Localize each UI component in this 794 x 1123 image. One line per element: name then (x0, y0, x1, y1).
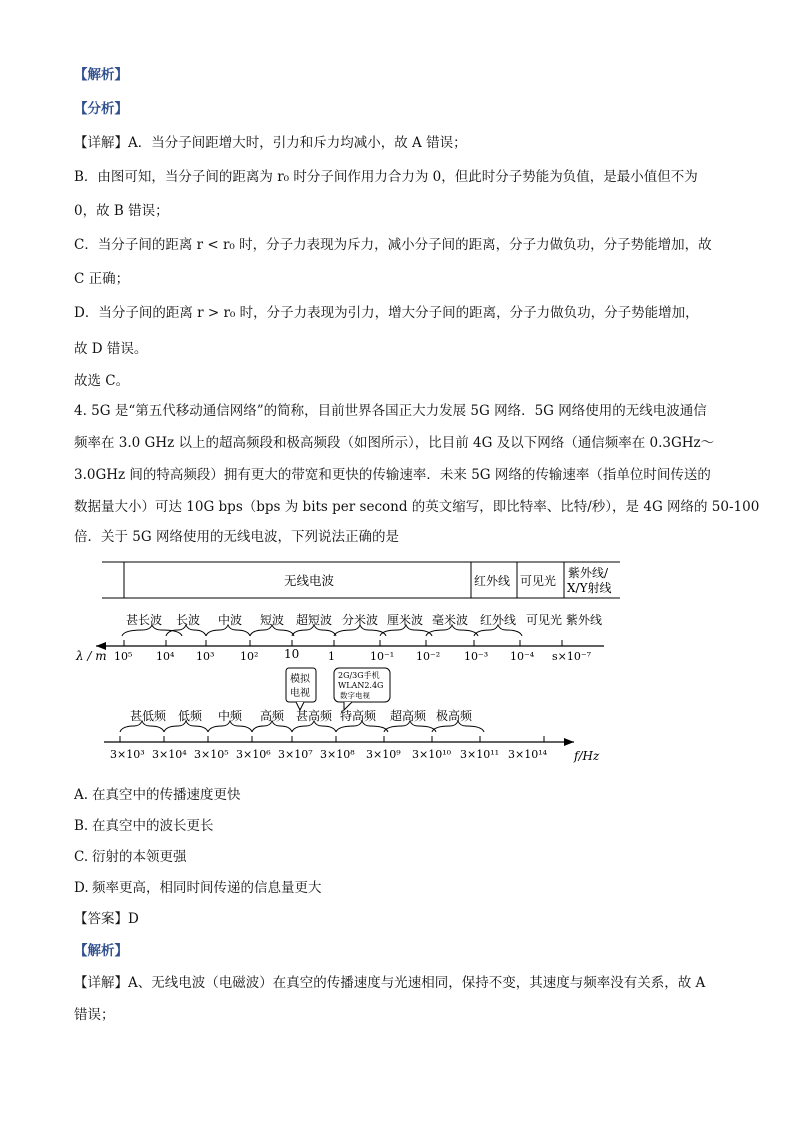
lambda-tick: 10³ (196, 650, 215, 663)
wave-ir: 红外线 (480, 613, 517, 627)
choice-line: 故选 C。 (74, 373, 130, 389)
wave-uv: 紫外线 (566, 613, 603, 627)
lambda-tick: 1 (328, 650, 335, 663)
option-d[interactable]: D. 频率更高，相同时间传递的信息量更大 (74, 880, 322, 896)
svg-text:模拟: 模拟 (290, 674, 310, 685)
freq-mf: 中频 (218, 709, 243, 723)
wave-cm: 厘米波 (387, 613, 424, 627)
freq-vlf: 甚低频 (130, 709, 167, 723)
detail-2-line-1: 【详解】A、无线电波（电磁波）在真空的传播速度与光速相同，保持不变，其速度与频率没有关系，故 A (74, 975, 706, 991)
spectrum-figure (74, 558, 620, 770)
question-line-4: 数据量大小）可达 10G bps（bps 为 bits per second 的英文缩写，即比特率、比特/秒），是 4G 网络的 50-100 (74, 499, 760, 515)
lambda-tick: 10⁻³ (464, 650, 489, 663)
wave-mm: 毫米波 (432, 613, 469, 627)
svg-text:数字电视: 数字电视 (340, 691, 370, 700)
wave-dm: 分米波 (342, 613, 379, 627)
wave-vlw: 甚长波 (126, 613, 163, 627)
wave-mw: 中波 (218, 613, 243, 627)
detail-2-line-2: 错误； (74, 1007, 115, 1023)
freq-tick: 3×10¹⁴ (508, 748, 548, 761)
freq-lf: 低频 (178, 709, 203, 723)
freq-uhf: 特高频 (340, 709, 377, 723)
callout-mobile (334, 668, 390, 710)
question-line-1: 4. 5G 是“第五代移动通信网络”的简称，目前世界各国正大力发展 5G 网络．5G 网络使用的无线电波通信 (74, 403, 707, 419)
lambda-tick: 10 (284, 647, 300, 661)
detail-line-d: D．当分子间的距离 r > r₀ 时，分子力表现为引力，增大分子间的距离，分子力做负功，分子势能增加， (74, 305, 699, 321)
freq-tick: 3×10¹¹ (460, 748, 500, 761)
band-radio: 无线电波 (284, 573, 335, 588)
detail-line-d2: 故 D 错误。 (74, 341, 148, 357)
option-b[interactable]: B. 在真空中的波长更长 (74, 818, 214, 834)
lambda-tick: 10⁻⁴ (510, 650, 535, 663)
freq-hf: 高频 (260, 709, 285, 723)
band-visible: 可见光 (520, 574, 557, 588)
wave-vis: 可见光 (526, 613, 563, 627)
lambda-tick: 10⁵ (114, 650, 133, 663)
option-a[interactable]: A. 在真空中的传播速度更快 (74, 787, 241, 803)
freq-vhf: 甚高频 (296, 709, 333, 723)
freq-tick: 3×10⁷ (278, 748, 313, 761)
lambda-tick: 10⁻¹ (370, 650, 395, 663)
detail-line-b2: 0，故 B 错误； (74, 203, 169, 219)
freq-tick: 3×10⁵ (194, 748, 229, 761)
lambda-tick: 10² (240, 650, 259, 663)
lambda-tick: 10⁻² (416, 650, 441, 663)
question-line-3: 3.0GHz 间的特高频段）拥有更大的带宽和更快的传输速率．未来 5G 网络的传输速率（指单位时间传送的 (74, 467, 711, 483)
lambda-tick: s×10⁻⁷ (552, 650, 592, 663)
wave-usw: 超短波 (296, 613, 333, 627)
svg-text:2G/3G手机: 2G/3G手机 (338, 671, 380, 680)
detail-line-c2: C 正确； (74, 271, 130, 287)
band-xray: X/Y射线 (567, 581, 612, 595)
freq-tick: 3×10⁴ (152, 748, 187, 761)
freq-tick: 3×10⁶ (236, 748, 271, 761)
detail-line-b: B．由图可知，当分子间的距离为 r₀ 时分子间作用力合力为 0，但此时分子势能为负值，是最小值但不为 (74, 169, 698, 185)
band-uv: 紫外线/ (568, 566, 609, 580)
freq-tick: 3×10¹⁰ (412, 748, 452, 761)
band-infrared: 红外线 (474, 574, 511, 588)
lambda-axis-label: λ / m (76, 649, 107, 663)
lambda-tick: 10⁴ (156, 650, 175, 663)
freq-tick: 3×10³ (110, 748, 145, 761)
answer-line: 【答案】D (74, 911, 139, 927)
freq-tick: 3×10⁸ (320, 748, 355, 761)
analysis-sub-heading: 【分析】 (74, 101, 128, 117)
option-c[interactable]: C. 衍射的本领更强 (74, 849, 187, 865)
detail-line-c: C．当分子间的距离 r < r₀ 时，分子力表现为斥力，减小分子间的距离，分子力做负功，分子势能增加，故 (74, 237, 712, 253)
wave-lw: 长波 (176, 613, 201, 627)
callout-analog-tv (286, 668, 316, 710)
analysis-heading-2: 【解析】 (74, 943, 128, 959)
freq-ehf: 极高频 (436, 709, 473, 723)
freq-axis-label: f/Hz (574, 749, 600, 763)
question-line-5: 倍．关于 5G 网络使用的无线电波，下列说法正确的是 (74, 529, 399, 545)
analysis-heading: 【解析】 (74, 67, 128, 83)
freq-shf: 超高频 (390, 709, 427, 723)
detail-line-a: 【详解】A．当分子间距增大时，引力和斥力均减小，故 A 错误； (74, 135, 467, 151)
svg-text:WLAN2.4G: WLAN2.4G (338, 681, 384, 690)
wave-sw: 短波 (260, 613, 285, 627)
svg-text:电视: 电视 (290, 688, 310, 699)
freq-tick: 3×10⁹ (366, 748, 401, 761)
question-line-2: 频率在 3.0 GHz 以上的超高频段和极高频段（如图所示），比目前 4G 及以下网络（通信频率在 0.3GHz～ (74, 435, 715, 451)
